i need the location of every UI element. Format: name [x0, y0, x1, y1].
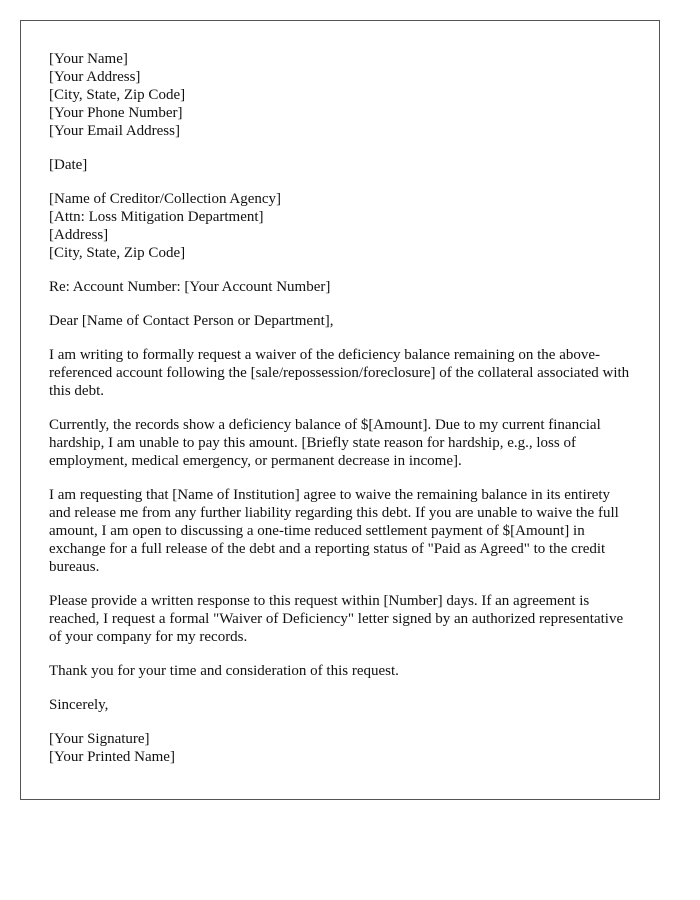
sender-address: [Your Address] [49, 69, 141, 85]
closing: Sincerely, [49, 697, 109, 713]
printed-name: [Your Printed Name] [49, 749, 175, 765]
body-paragraph-4: Please provide a written response to this request within [Number] days. If an agreement is reached, I request a formal "Waiver of Deficiency" letter signed by an authorized representative of your company for my records. [49, 593, 624, 645]
subject-block [49, 278, 633, 296]
date-block [49, 156, 633, 174]
closing-block [49, 696, 633, 714]
salutation: Dear [Name of Contact Person or Department], [49, 313, 334, 329]
sender-block [49, 50, 633, 140]
sender-city-state-zip: [City, State, Zip Code] [49, 87, 186, 103]
letter-content [49, 50, 633, 766]
body-paragraph-5: Thank you for your time and consideration of this request. [49, 663, 399, 679]
recipient-block [49, 190, 633, 262]
letter-date: [Date] [49, 157, 88, 173]
sender-email: [Your Email Address] [49, 123, 180, 139]
body-paragraph-1: I am writing to formally request a waiver of the deficiency balance remaining on the above-referenced account following the [sale/repossession/foreclosure] of the collateral associated with this debt. [49, 347, 630, 399]
signature-line: [Your Signature] [49, 731, 150, 747]
sender-phone: [Your Phone Number] [49, 105, 183, 121]
recipient-attn: [Attn: Loss Mitigation Department] [49, 209, 264, 225]
recipient-city-state-zip: [City, State, Zip Code] [49, 245, 186, 261]
recipient-name: [Name of Creditor/Collection Agency] [49, 191, 282, 207]
subject-line: Re: Account Number: [Your Account Number] [49, 279, 331, 295]
salutation-block [49, 312, 633, 330]
sender-name: [Your Name] [49, 51, 128, 67]
recipient-address: [Address] [49, 227, 109, 243]
signature-block [49, 730, 633, 766]
letter-page [20, 20, 660, 800]
body-paragraph-3: I am requesting that [Name of Institution] agree to waive the remaining balance in its entirety and release me from any further liability regarding this debt. If you are unable to waive the full amount, I am open to discussing a one-time reduced settlement payment of $[Amount] in exchange for a full release of the debt and a reporting status of "Paid as Agreed" to the credit bureaus. [49, 487, 619, 575]
body-paragraph-2: Currently, the records show a deficiency balance of $[Amount]. Due to my current financial hardship, I am unable to pay this amount. [Briefly state reason for hardship, e.g., loss of employment, medical emergency, or permanent decrease in income]. [49, 417, 601, 469]
